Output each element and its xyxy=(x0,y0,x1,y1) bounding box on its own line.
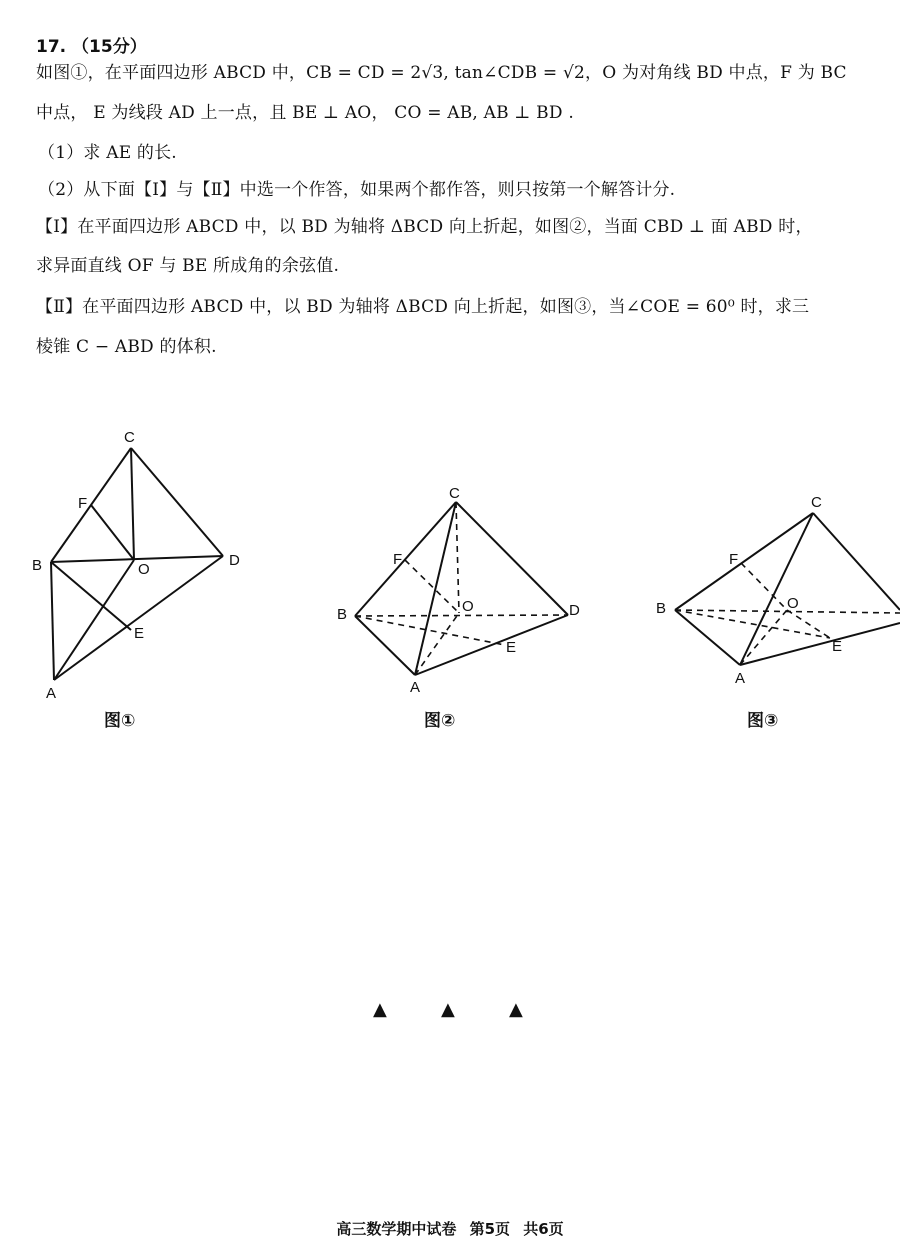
figure-2-diagram xyxy=(355,502,568,675)
figure-3-diagram xyxy=(675,513,900,665)
footer-total-pages: 共6页 xyxy=(523,1220,564,1238)
fig1-label-o: O xyxy=(138,561,150,578)
fig2-label-f: F xyxy=(393,551,403,568)
option-2-text-cont: 棱锥 C − ABD 的体积. xyxy=(36,337,217,357)
end-mark-triangle: ▲ xyxy=(509,999,523,1020)
part-2-text: （2）从下面【Ⅰ】与【Ⅱ】中选一个作答，如果两个都作答，则只按第一个解答计分. xyxy=(38,180,676,200)
fig2-label-d: D xyxy=(569,602,580,619)
option-2-text: 【Ⅱ】在平面四边形 ABCD 中，以 BD 为轴将 ΔBCD 向上折起，如图③，当∠COE = 60⁰ 时，求三 xyxy=(36,297,810,317)
fig1-label-d: D xyxy=(229,552,240,569)
fig1-label-b: B xyxy=(32,557,43,574)
figure-1-diagram xyxy=(51,448,223,680)
part-1-text: （1）求 AE 的长. xyxy=(38,143,177,163)
fig2-label-c: C xyxy=(449,485,460,502)
fig3-label-a: A xyxy=(735,670,746,687)
fig2-label-e: E xyxy=(506,639,517,656)
figure-1-caption: 图① xyxy=(104,711,136,731)
question-header xyxy=(36,32,147,57)
figure-2-caption: 图② xyxy=(424,711,456,731)
fig1-label-a: A xyxy=(46,685,57,702)
fig2-label-o: O xyxy=(462,598,474,615)
footer-page-number: 第5页 xyxy=(469,1220,510,1238)
figure-3-caption: 图③ xyxy=(747,711,779,731)
question-text-line: 如图①，在平面四边形 ABCD 中，CB = CD = 2√3, tan∠CDB = √2，O 为对角线 BD 中点，F 为 BC xyxy=(36,63,847,83)
option-1-text-cont: 求异面直线 OF 与 BE 所成角的余弦值. xyxy=(36,256,340,276)
end-mark-triangle: ▲ xyxy=(373,999,387,1020)
end-mark-triangle: ▲ xyxy=(441,999,455,1020)
page-footer xyxy=(0,1218,900,1239)
option-1-text: 【Ⅰ】在平面四边形 ABCD 中，以 BD 为轴将 ΔBCD 向上折起，如图②，当面 CBD ⊥ 面 ABD 时， xyxy=(36,217,813,237)
footer-title: 高三数学期中试卷 xyxy=(336,1220,457,1238)
question-number: 17. xyxy=(36,37,67,57)
question-text-line: 中点， E 为线段 AD 上一点，且 BE ⊥ AO， CO = AB, AB ⊥ BD . xyxy=(36,103,574,123)
fig2-label-a: A xyxy=(410,679,421,696)
fig3-label-c: C xyxy=(811,494,822,511)
fig3-label-b: B xyxy=(656,600,667,617)
question-points: （15分） xyxy=(72,37,147,57)
geometry-figures xyxy=(0,410,900,740)
fig1-label-c: C xyxy=(124,429,135,446)
fig3-label-e: E xyxy=(832,638,843,655)
fig1-label-f: F xyxy=(78,495,88,512)
fig1-label-e: E xyxy=(134,625,145,642)
fig3-label-o: O xyxy=(787,595,799,612)
fig3-label-f: F xyxy=(729,551,739,568)
fig2-label-b: B xyxy=(337,606,348,623)
